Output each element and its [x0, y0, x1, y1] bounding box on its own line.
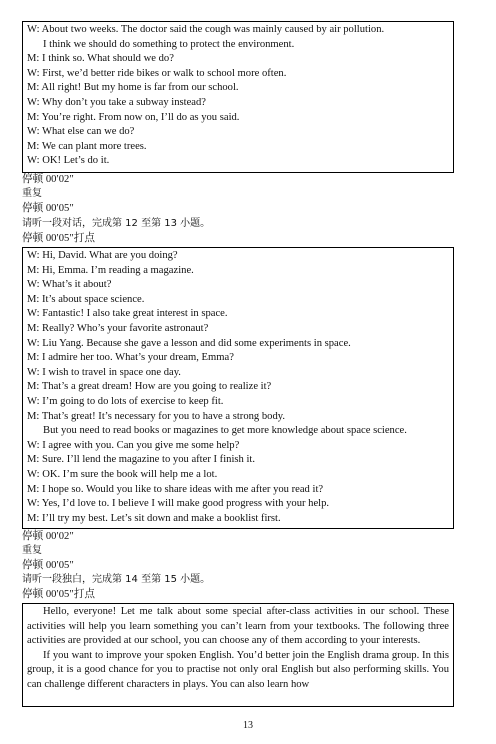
pause-label: 停顿 00′02″ [22, 174, 74, 185]
repeat-label: 重复 [22, 545, 42, 556]
dialogue-line: M: That’s great! It’s necessary for you to have a strong body. [27, 410, 286, 422]
dialogue-line: W: Hi, David. What are you doing? [27, 250, 178, 261]
dialogue-line: W: Why don’t you take a subway instead? [27, 96, 206, 108]
dialogue-line: M: It’s about space science. [27, 293, 145, 305]
dialogue-line: M: I think so. What should we do? [27, 53, 174, 65]
dialogue-line: W: Liu Yang. Because she gave a lesson and did some experiments in space. [27, 337, 351, 349]
page-number: 13 [243, 720, 253, 731]
dialogue-line: W: I agree with you. Can you give me some help? [27, 439, 240, 451]
pause-label: 停顿 00′02″ [22, 531, 74, 542]
dialogue-line: I think we should do something to protect the environment. [43, 38, 295, 50]
dialogue-line: M: I admire her too. What’s your dream, Emma? [27, 352, 234, 364]
dialogue-line: M: I hope so. Would you like to share ideas with me after you read it? [27, 483, 324, 495]
pause-mark-label: 停顿 00′05″打点 [22, 589, 95, 600]
dialogue-line: W: Yes, I’d love to. I believe I will make good progress with your help. [27, 498, 330, 510]
pause-label: 停顿 00′05″ [22, 560, 74, 571]
dialogue-line: W: OK. I’m sure the book will help me a lot. [27, 468, 218, 480]
pause-label: 停顿 00′05″ [22, 203, 74, 214]
monologue-box [22, 603, 454, 707]
dialogue-line: M: All right! But my home is far from our school. [27, 82, 239, 94]
dialogue-box-1 [22, 21, 454, 173]
monologue-paragraph: Hello, everyone! Let me talk about some special after-class activities in our school. These activities will help you learn something you can’t learn from your textbooks. The following three activities are provided at our school, you can choose any of them according to your interests. [27, 606, 449, 647]
dialogue-line: W: OK! Let’s do it. [27, 155, 110, 167]
dialogue-line: M: We can plant more trees. [27, 140, 147, 152]
instruction-label: 请听一段独白，完成第 14 至第 15 小题。 [22, 574, 211, 585]
monologue-paragraph: If you want to improve your spoken English. You’d better join the English drama group. In this group, it is a good chance for you to practise not only oral English but also performing skills. You can challenge different characters in plays. You can also learn how [27, 649, 449, 690]
pause-mark-label: 停顿 00′05″打点 [22, 233, 95, 244]
dialogue-line: W: About two weeks. The doctor said the cough was mainly caused by air pollution. [27, 24, 385, 35]
dialogue-line: W: What’s it about? [27, 279, 112, 291]
dialogue-box-2 [22, 247, 454, 529]
dialogue-line: W: What else can we do? [27, 126, 135, 138]
dialogue-line: M: Sure. I’ll lend the magazine to you after I finish it. [27, 454, 255, 466]
dialogue-line: W: First, we’d better ride bikes or walk to school more often. [27, 67, 287, 79]
repeat-label: 重复 [22, 188, 42, 199]
dialogue-line: M: Hi, Emma. I’m reading a magazine. [27, 264, 194, 276]
dialogue-line: W: I wish to travel in space one day. [27, 366, 181, 378]
dialogue-line: M: That’s a great dream! How are you going to realize it? [27, 381, 272, 393]
dialogue-line: But you need to read books or magazines to get more knowledge about space science. [43, 425, 407, 437]
dialogue-line: M: Really? Who’s your favorite astronaut? [27, 322, 209, 334]
dialogue-line: M: I’ll try my best. Let’s sit down and make a booklist first. [27, 512, 281, 524]
dialogue-line: W: I’m going to do lots of exercise to keep fit. [27, 395, 224, 407]
instruction-label: 请听一段对话，完成第 12 至第 13 小题。 [22, 218, 211, 229]
dialogue-line: M: You’re right. From now on, I’ll do as you said. [27, 111, 240, 123]
dialogue-line: W: Fantastic! I also take great interest in space. [27, 308, 228, 320]
